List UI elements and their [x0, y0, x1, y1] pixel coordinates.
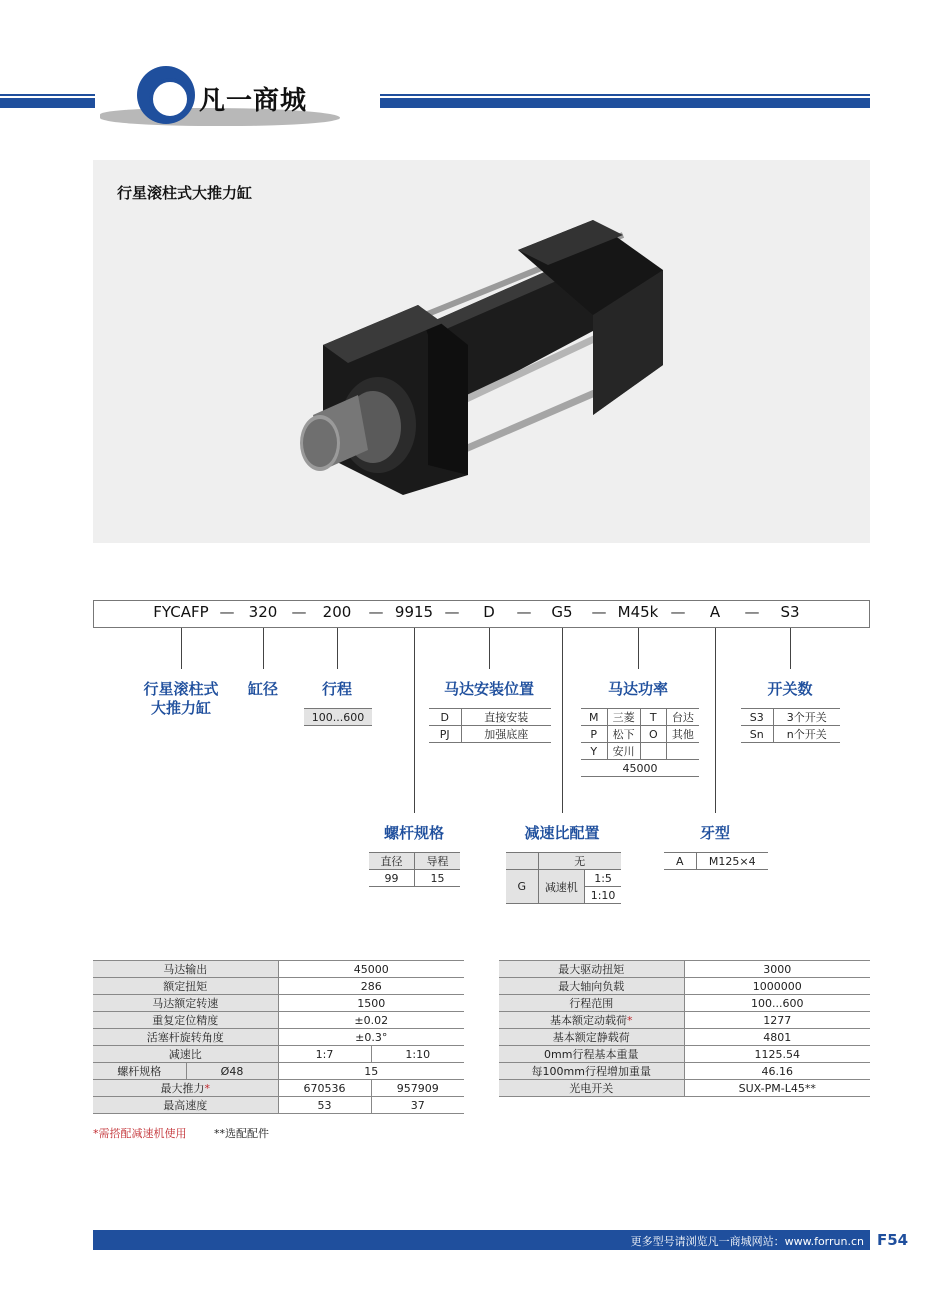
spec-value: 37 — [371, 1097, 464, 1114]
spec-value: 15 — [278, 1063, 464, 1080]
label-switch-count: 开关数 — [767, 680, 813, 698]
empty-cell — [506, 853, 538, 870]
connector-line — [715, 628, 716, 813]
label-gear-ratio: 减速比配置 — [524, 824, 600, 842]
mount-desc: 直接安装 — [461, 709, 551, 726]
brand-name-cell: 台达 — [666, 709, 699, 726]
stroke-range: 100...600 — [304, 709, 372, 726]
mount-desc: 加强底座 — [461, 726, 551, 743]
code-dash: — — [591, 603, 607, 621]
spec-key: 0mm行程基本重量 — [499, 1046, 684, 1063]
header-bar-right — [380, 98, 870, 108]
spec-table-left — [93, 960, 464, 1114]
code-stroke: 200 — [322, 603, 352, 621]
spec-key: 额定扭矩 — [93, 978, 278, 995]
asterisk-mark: * — [627, 1014, 633, 1027]
spec-key: 光电开关 — [499, 1080, 684, 1097]
brand-code: M — [581, 709, 607, 726]
stroke-table — [304, 708, 372, 726]
switch-desc: 3个开关 — [773, 709, 840, 726]
gear-ratio-1: 1:5 — [585, 870, 621, 887]
spec-key: 最大驱动扭矩 — [499, 961, 684, 978]
code-switch: S3 — [780, 603, 800, 621]
gear-none: 无 — [538, 853, 621, 870]
code-dash: — — [670, 603, 686, 621]
cylinder-product-image — [293, 195, 683, 515]
label-motor-power: 马达功率 — [607, 680, 669, 698]
thread-table — [664, 852, 768, 870]
spec-key: 马达额定转速 — [93, 995, 278, 1012]
switch-table — [741, 708, 840, 743]
spec-key: 基本额定静载荷 — [499, 1029, 684, 1046]
connector-line — [562, 628, 563, 813]
switch-desc: n个开关 — [773, 726, 840, 743]
screw-lead: 15 — [415, 870, 461, 887]
spec-value: 100...600 — [684, 995, 870, 1012]
screw-table — [369, 852, 460, 887]
motor-power-value: 45000 — [581, 760, 699, 777]
brand-name: 凡一商城 — [199, 86, 308, 116]
footnotes — [93, 1125, 269, 1141]
bearing-icon — [137, 66, 195, 124]
brand-name-cell: 三菱 — [607, 709, 640, 726]
asterisk-mark: * — [204, 1082, 210, 1095]
code-dash: — — [291, 603, 307, 621]
spec-key: 重复定位精度 — [93, 1012, 278, 1029]
code-thread: A — [709, 603, 721, 621]
gear-code: G — [506, 870, 538, 904]
brand-code: Y — [581, 743, 607, 760]
spec-key: 最高速度 — [93, 1097, 278, 1114]
spec-key — [93, 1080, 278, 1097]
product-title: 行星滚柱式大推力缸 — [117, 184, 253, 202]
spec-value: 3000 — [684, 961, 870, 978]
spec-key: 每100mm行程增加重量 — [499, 1063, 684, 1080]
footer-website-text: 更多型号请浏览凡一商城网站：www.forrun.cn — [630, 1235, 864, 1248]
brand-code: P — [581, 726, 607, 743]
code-mount: D — [483, 603, 495, 621]
spec-value: ±0.3° — [278, 1029, 464, 1046]
spec-value: 45000 — [278, 961, 464, 978]
spec-sub-key: Ø48 — [186, 1063, 278, 1080]
spec-value: 1125.54 — [684, 1046, 870, 1063]
mount-code: D — [429, 709, 461, 726]
mount-code: PJ — [429, 726, 461, 743]
spec-table-right — [499, 960, 870, 1097]
label-series-line2: 大推力缸 — [150, 699, 212, 717]
spec-key: 螺杆规格 — [93, 1063, 186, 1080]
spec-value: 53 — [278, 1097, 371, 1114]
spec-value: 670536 — [278, 1080, 371, 1097]
screw-header-diameter: 直径 — [369, 853, 415, 870]
spec-value: 957909 — [371, 1080, 464, 1097]
product-hero — [93, 160, 870, 543]
label-screw-spec: 螺杆规格 — [383, 824, 445, 842]
code-power: M45k — [617, 603, 659, 621]
spec-key: 最大轴向负载 — [499, 978, 684, 995]
brand-logo — [95, 62, 380, 132]
thread-code: A — [664, 853, 696, 870]
page-number: F54 — [877, 1231, 909, 1249]
code-gear: G5 — [551, 603, 573, 621]
switch-code: S3 — [741, 709, 773, 726]
connector-line — [790, 628, 791, 669]
spec-key-text: 最大推力 — [160, 1082, 205, 1095]
brand-name-cell: 其他 — [666, 726, 699, 743]
brand-name-cell: 安川 — [607, 743, 640, 760]
gear-label: 减速机 — [538, 870, 585, 904]
code-screw: 9915 — [394, 603, 434, 621]
spec-value: 46.16 — [684, 1063, 870, 1080]
connector-line — [638, 628, 639, 669]
code-series: FYCAFP — [153, 603, 209, 621]
code-dash: — — [516, 603, 532, 621]
spec-key: 马达输出 — [93, 961, 278, 978]
label-stroke: 行程 — [321, 680, 353, 698]
spec-value: 1:7 — [278, 1046, 371, 1063]
gear-ratio-2: 1:10 — [585, 887, 621, 904]
spec-value: 286 — [278, 978, 464, 995]
footer-bar — [93, 1230, 870, 1250]
connector-line — [414, 628, 415, 813]
spec-key: 活塞杆旋转角度 — [93, 1029, 278, 1046]
spec-value: 1:10 — [371, 1046, 464, 1063]
spec-value: 1277 — [684, 1012, 870, 1029]
label-thread: 牙型 — [699, 824, 731, 842]
connector-line — [337, 628, 338, 669]
note-optional-accessory: **选配配件 — [214, 1127, 269, 1140]
spec-key-text: 基本额定动载荷 — [550, 1014, 627, 1027]
note-reducer-required: *需搭配减速机使用 — [93, 1127, 187, 1140]
spec-key: 减速比 — [93, 1046, 278, 1063]
spec-key — [499, 1012, 684, 1029]
motor-power-table — [581, 708, 699, 777]
connector-line — [489, 628, 490, 669]
empty-cell — [640, 743, 666, 760]
motor-mount-table — [429, 708, 551, 743]
spec-value: 4801 — [684, 1029, 870, 1046]
screw-diameter: 99 — [369, 870, 415, 887]
spec-key: 行程范围 — [499, 995, 684, 1012]
header-bar-left — [0, 98, 95, 108]
brand-code: T — [640, 709, 666, 726]
screw-header-lead: 导程 — [415, 853, 461, 870]
empty-cell — [666, 743, 699, 760]
code-dash: — — [744, 603, 760, 621]
brand-code: O — [640, 726, 666, 743]
code-bore: 320 — [248, 603, 278, 621]
brand-name-cell: 松下 — [607, 726, 640, 743]
spec-value: 1500 — [278, 995, 464, 1012]
label-bore: 缸径 — [247, 680, 279, 698]
switch-code: Sn — [741, 726, 773, 743]
code-dash: — — [368, 603, 384, 621]
connector-line — [181, 628, 182, 669]
label-series-line1: 行星滚柱式 — [143, 680, 219, 698]
spec-value: ±0.02 — [278, 1012, 464, 1029]
label-motor-mount: 马达安装位置 — [443, 680, 535, 698]
connector-line — [263, 628, 264, 669]
label-series — [143, 680, 218, 718]
code-dash: — — [219, 603, 235, 621]
spec-value: 1000000 — [684, 978, 870, 995]
spec-value: SUX-PM-L45** — [684, 1080, 870, 1097]
code-dash: — — [444, 603, 460, 621]
gear-ratio-table — [506, 852, 621, 904]
thread-value: M125×4 — [696, 853, 768, 870]
